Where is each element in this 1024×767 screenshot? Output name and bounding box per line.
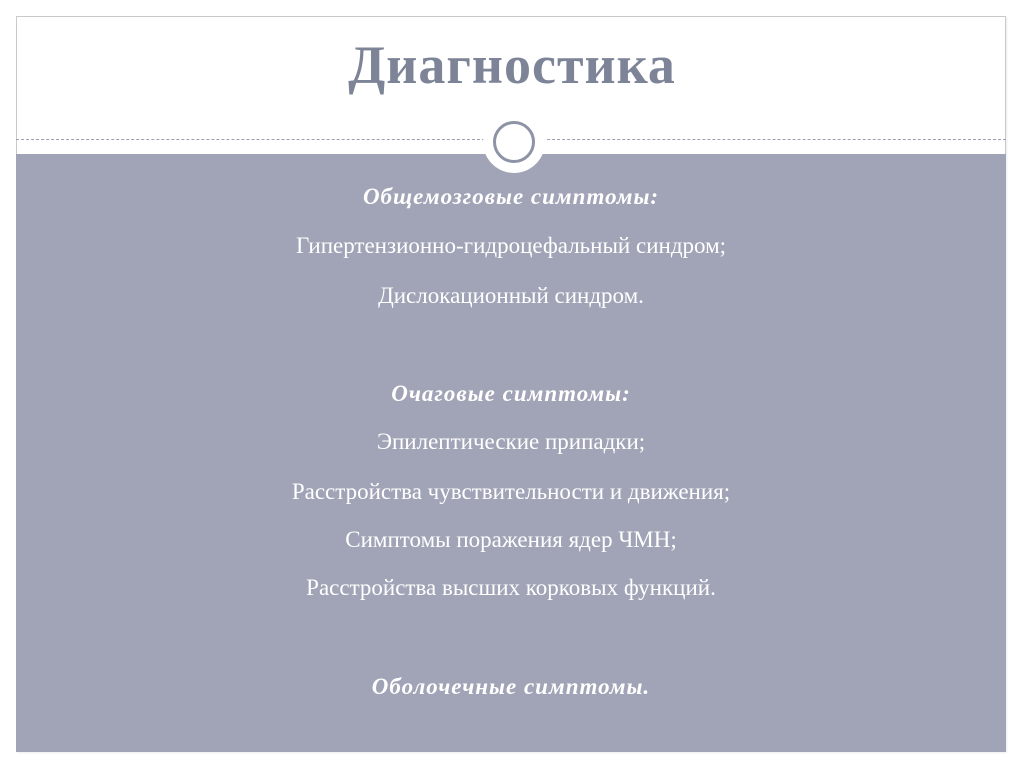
section-heading-meningeal: Оболочечные симптомы. [371, 674, 651, 699]
list-item: Эпилептические припадки; [376, 429, 646, 454]
list-item: Расстройства чувствительности и движения; [291, 479, 731, 504]
list-item: Гипертензионно-гидроцефальный синдром; [295, 233, 727, 258]
list-item: Дислокационный синдром. [378, 283, 644, 308]
section-heading-general: Общемозговые симптомы: [362, 184, 660, 209]
list-item: Симптомы поражения ядер ЧМН; [345, 527, 677, 552]
slide-title: Диагностика [348, 35, 676, 95]
list-item: Расстройства высших корковых функций. [306, 575, 716, 600]
circle-ornament-ring [493, 121, 535, 163]
section-heading-focal: Очаговые симптомы: [391, 381, 631, 406]
